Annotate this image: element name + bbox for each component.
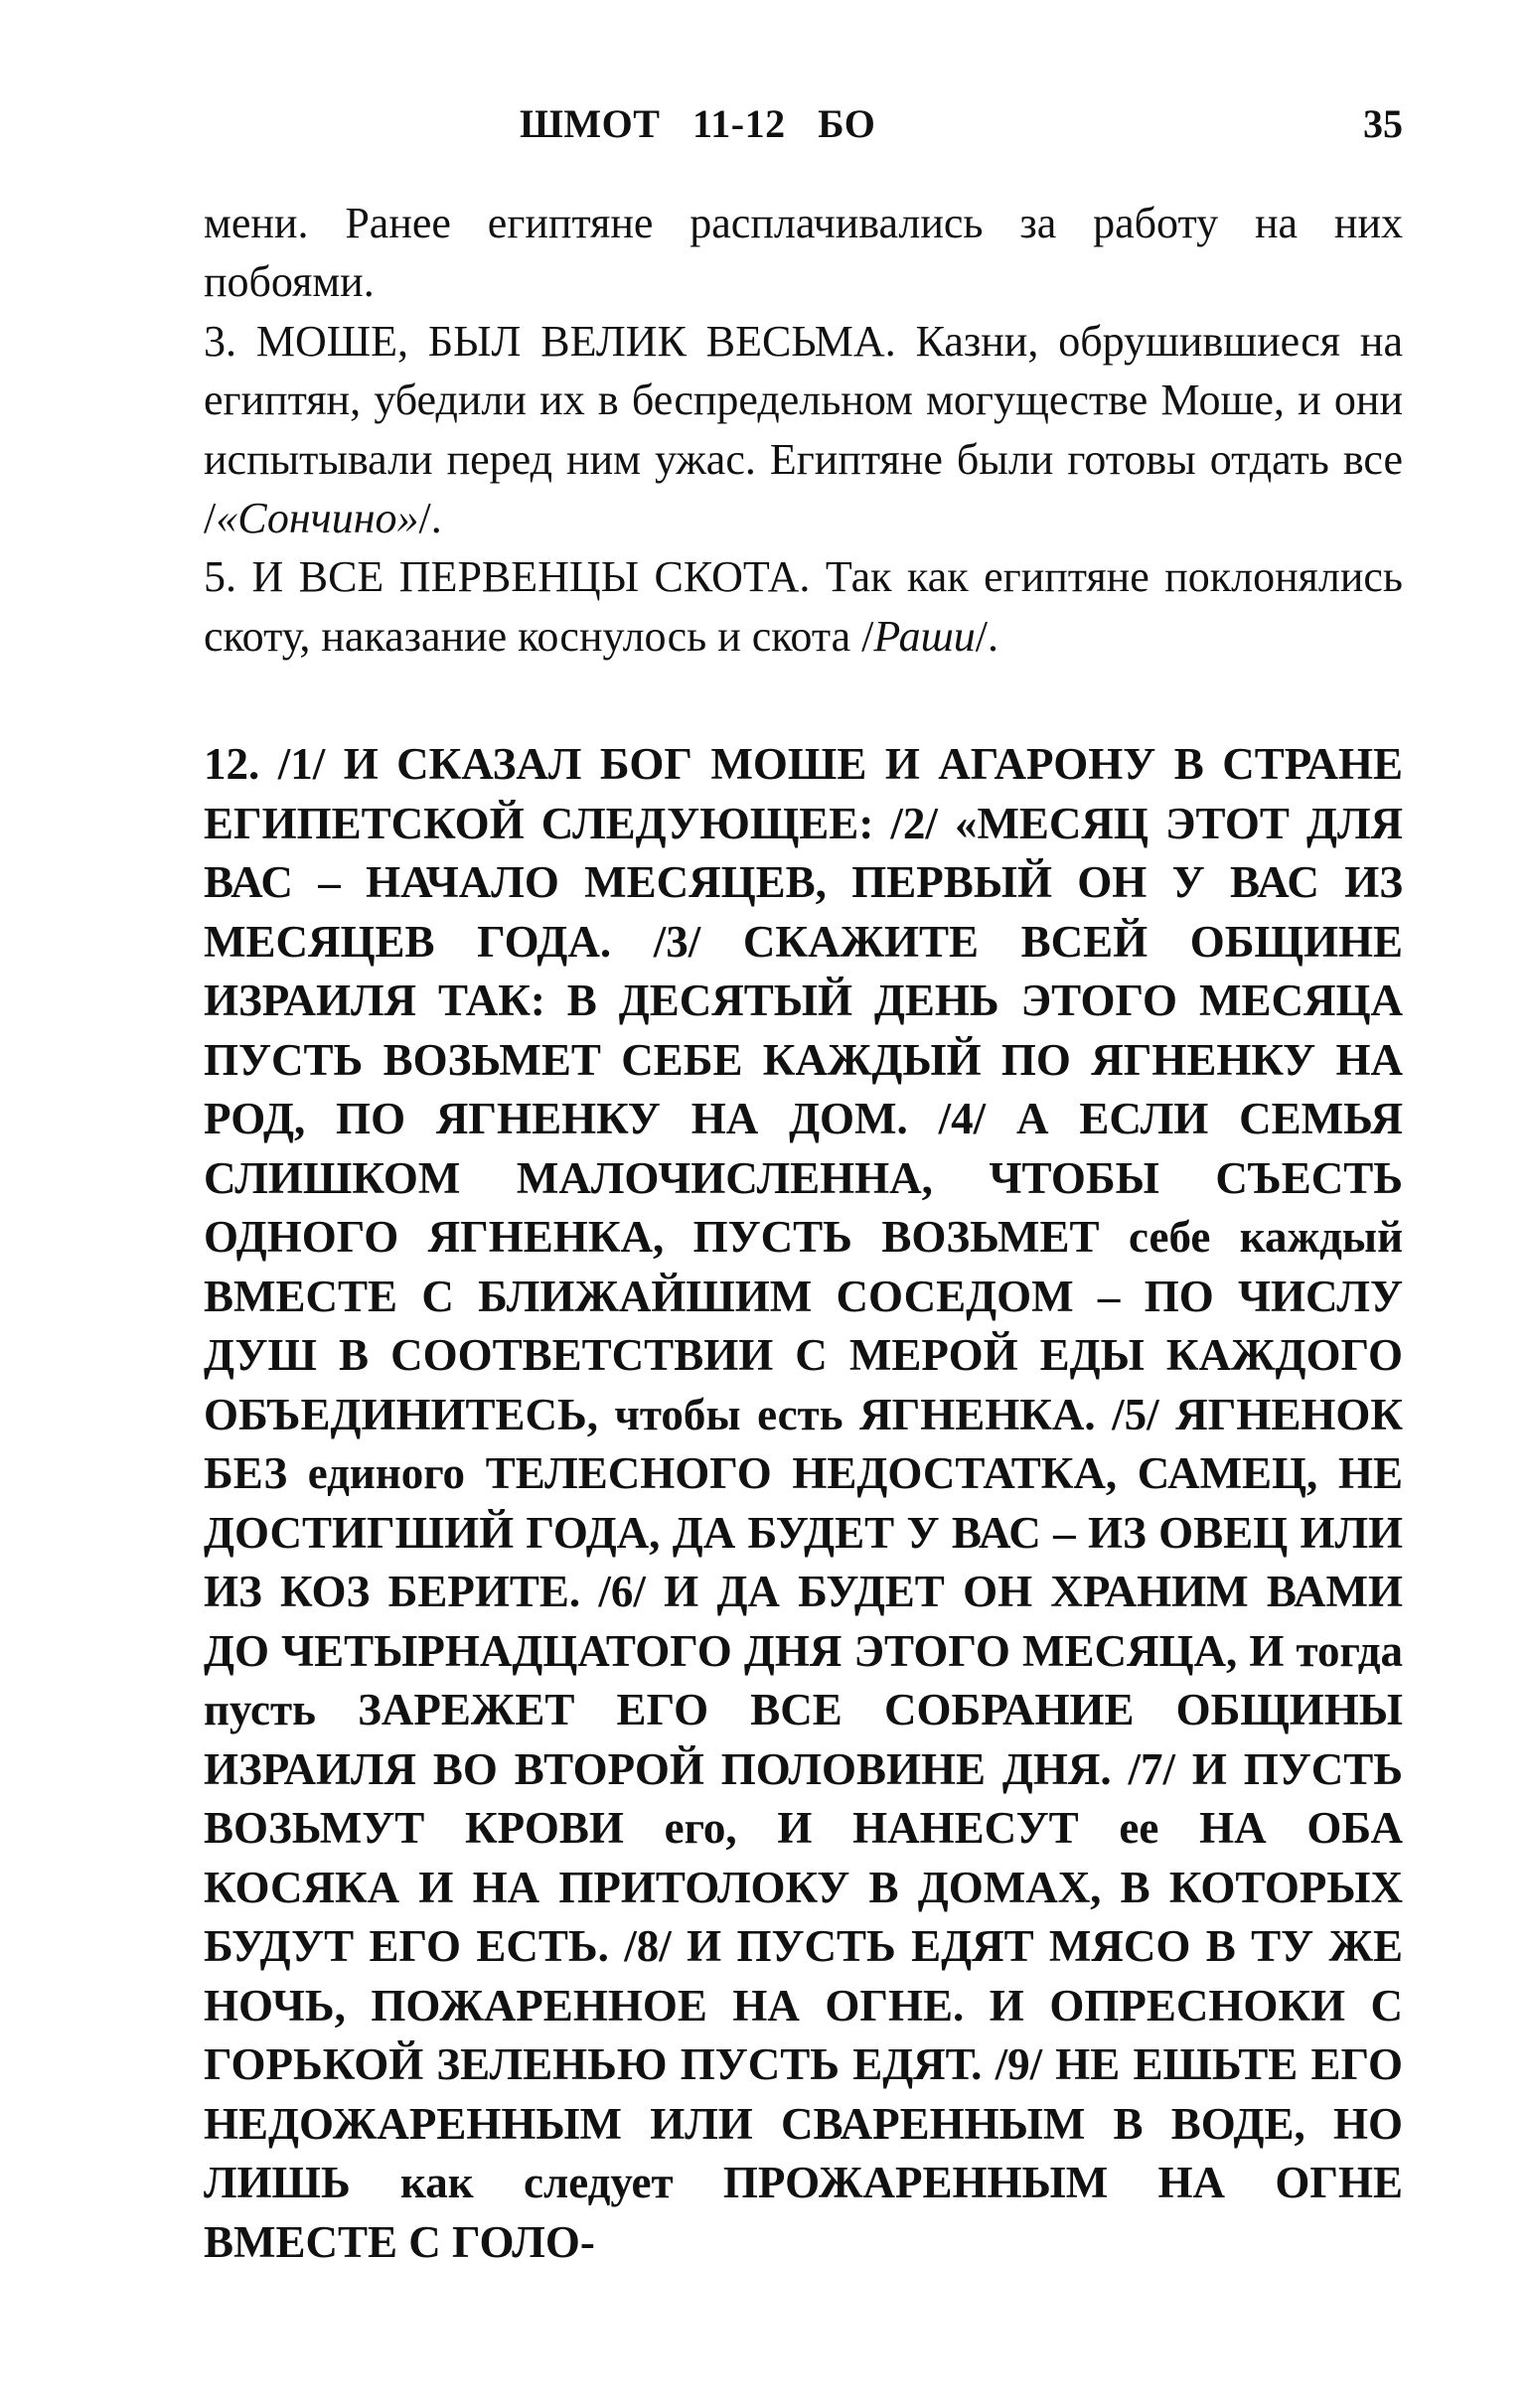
commentary-text: 5. И ВСЕ ПЕРВЕНЦЫ СКОТА. Так как египтяне поклонялись скоту, наказание коснулось и скота /: [204, 552, 1403, 661]
scripture-block: [204, 735, 1403, 2272]
commentary-text: мени. Ранее египтяне расплачивались за работу на них побоями.: [204, 199, 1403, 307]
scripture-text: 12. /1/ И СКАЗАЛ БОГ МОШЕ И АГАРОНУ В СТРАНЕ ЕГИПЕТСКОЙ СЛЕДУЮЩЕЕ: /2/ «МЕСЯЦ ЭТОТ ДЛЯ ВАС – НАЧАЛО МЕСЯЦЕВ, ПЕРВЫЙ ОН У ВАС ИЗ МЕСЯЦЕВ ГОДА. /3/ СКАЖИТЕ ВСЕЙ ОБЩИНЕ ИЗРАИЛЯ ТАК: В ДЕСЯТЫЙ ДЕНЬ ЭТОГО МЕСЯЦА ПУСТЬ ВОЗЬМЕТ СЕБЕ КАЖДЫЙ ПО ЯГНЕНКУ НА РОД, ПО ЯГНЕНКУ НА ДОМ. /4/ А ЕСЛИ СЕМЬЯ СЛИШКОМ МАЛОЧИСЛЕННА, ЧТОБЫ СЪЕСТЬ ОДНОГО ЯГНЕНКА, ПУСТЬ ВОЗЬМЕТ себе каждый ВМЕСТЕ С БЛИЖАЙШИМ СОСЕДОМ – ПО ЧИСЛУ ДУШ В СООТВЕТСТВИИ С МЕРОЙ ЕДЫ КАЖДОГО ОБЪЕДИНИТЕСЬ, чтобы есть ЯГНЕНКА. /5/ ЯГНЕНОК БЕЗ единого ТЕЛЕСНОГО НЕДОСТАТКА, САМЕЦ, НЕ ДОСТИГШИЙ ГОДА, ДА БУДЕТ У ВАС – ИЗ ОВЕЦ ИЛИ ИЗ КОЗ БЕРИТЕ. /6/ И ДА БУДЕТ ОН ХРАНИМ ВАМИ ДО ЧЕТЫРНАДЦАТОГО ДНЯ ЭТОГО МЕСЯЦА, И тогда пусть ЗАРЕЖЕТ ЕГО ВСЕ СОБРАНИЕ ОБЩИНЫ ИЗРАИЛЯ ВО ВТОРОЙ ПОЛОВИНЕ ДНЯ. /7/ И ПУСТЬ ВОЗЬМУТ КРОВИ его, И НАНЕСУТ ее НА ОБА КОСЯКА И НА ПРИТОЛОКУ В ДОМАХ, В КОТОРЫХ БУДУТ ЕГО ЕСТЬ. /8/ И ПУСТЬ ЕДЯТ МЯСО В ТУ ЖЕ НОЧЬ, ПОЖАРЕННОЕ НА ОГНЕ. И ОПРЕСНОКИ С ГОРЬКОЙ ЗЕЛЕНЬЮ ПУСТЬ ЕДЯТ. /9/ НЕ ЕШЬТЕ ЕГО НЕДОЖАРЕННЫМ ИЛИ СВАРЕННЫМ В ВОДЕ, НО ЛИШЬ как следует ПРОЖАРЕННЫМ НА ОГНЕ ВМЕСТЕ С ГОЛО-: [204, 739, 1403, 2267]
running-head-title: ШМОТ 11-12 БО: [520, 101, 876, 146]
commentary-text: /.: [418, 494, 442, 543]
page-number: 35: [1363, 101, 1403, 146]
commentary-text: /.: [975, 611, 999, 661]
commentary-paragraph: [204, 312, 1403, 548]
running-head: [204, 94, 1403, 154]
commentary-paragraph: [204, 547, 1403, 666]
commentary-block: [204, 194, 1403, 666]
commentary-source: «Сончино»: [216, 494, 419, 543]
commentary-paragraph: [204, 194, 1403, 312]
commentary-source: Раши: [873, 611, 976, 661]
commentary-text: 3. МОШЕ, БЫЛ ВЕЛИК ВЕСЬМА. Казни, обрушившиеся на египтян, убедили их в беспредельном могуществе Моше, и они испытывали перед ним ужас. Египтяне были готовы отдать все /: [204, 316, 1403, 543]
